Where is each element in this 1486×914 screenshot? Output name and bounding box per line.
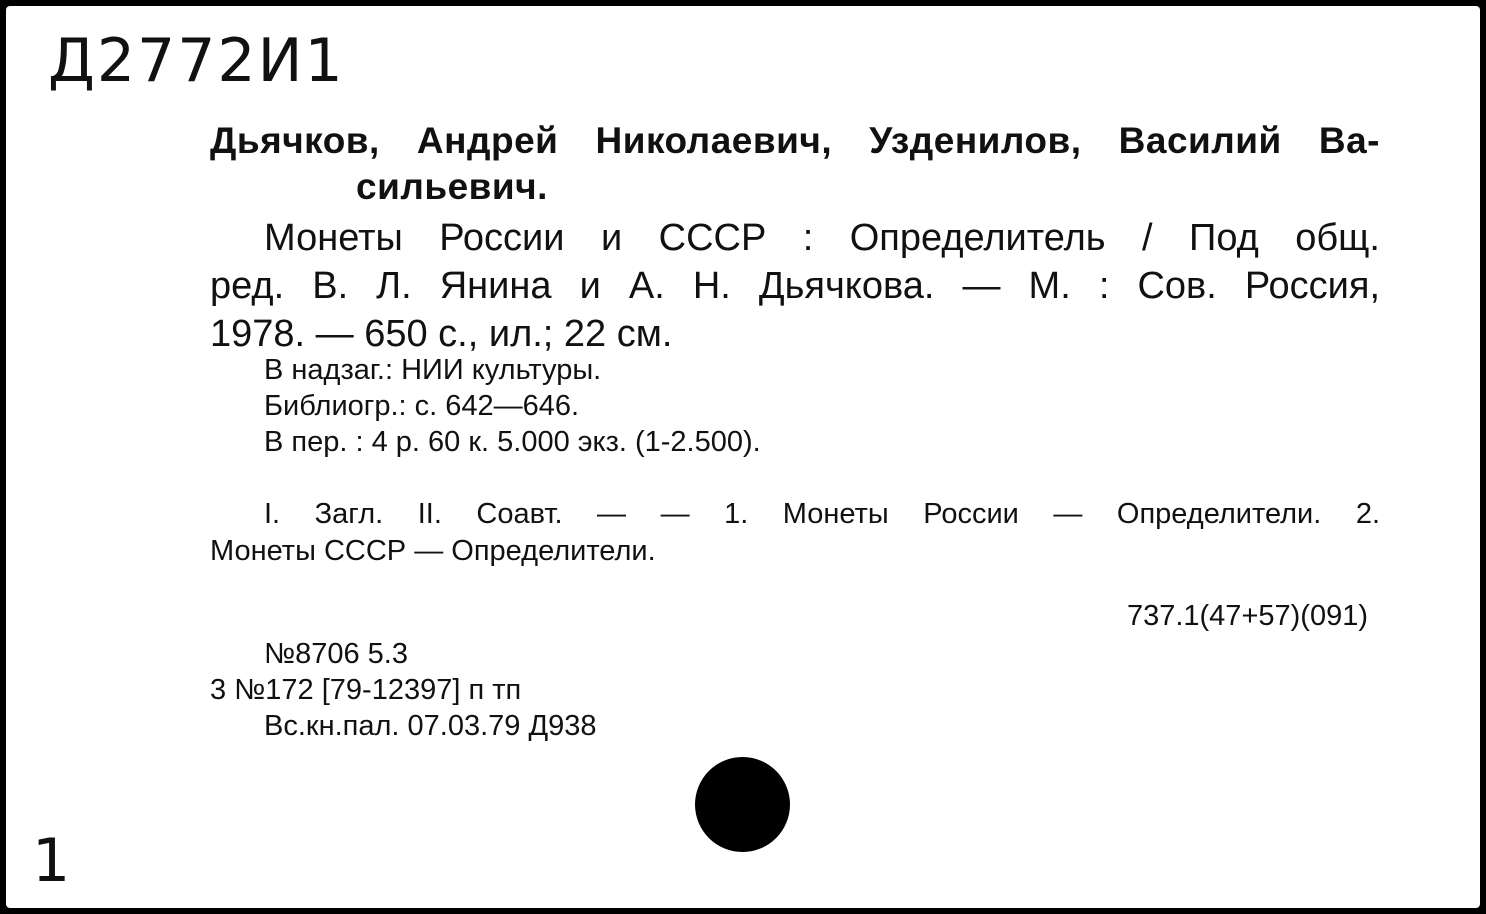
note-line: В пер. : 4 р. 60 к. 5.000 экз. (1-2.500).: [264, 426, 761, 458]
title-line: ред. В. Л. Янина и А. Н. Дьячкова. — М. : Сов. Россия,: [210, 265, 1380, 307]
title-line: 1978. — 650 с., ил.; 22 см.: [210, 313, 673, 355]
title-description: [210, 214, 1380, 358]
author-line: Дьячков, Андрей Николаевич, Узденилов, Василий Ва-: [210, 120, 1380, 161]
catalog-card: [6, 6, 1480, 908]
control-codes: [210, 636, 597, 744]
punch-hole: [695, 757, 790, 852]
code-line: №8706 5.3: [264, 638, 408, 670]
note-line: Библиогр.: с. 642—646.: [264, 390, 580, 422]
code-line: 3 №172 [79-12397] п тп: [210, 674, 522, 706]
note-line: В надзаг.: НИИ культуры.: [264, 354, 602, 386]
author-line: сильевич.: [356, 166, 548, 207]
subject-line: I. Загл. II. Соавт. — — 1. Монеты России — Определители. 2.: [264, 498, 1380, 530]
title-line: Монеты России и СССР : Определитель / Под общ.: [264, 217, 1380, 259]
code-line: Вс.кн.пал. 07.03.79 Д938: [264, 710, 597, 742]
handwritten-corner-mark: 1: [32, 826, 71, 896]
author-heading: [210, 118, 1380, 210]
subject-tracings: [210, 496, 1380, 570]
subject-line: Монеты СССР — Определители.: [210, 535, 656, 567]
bibliographic-notes: [264, 352, 761, 460]
classification-number: 737.1(47+57)(091): [1126, 600, 1368, 632]
handwritten-call-number: Д2772И1: [48, 26, 345, 96]
